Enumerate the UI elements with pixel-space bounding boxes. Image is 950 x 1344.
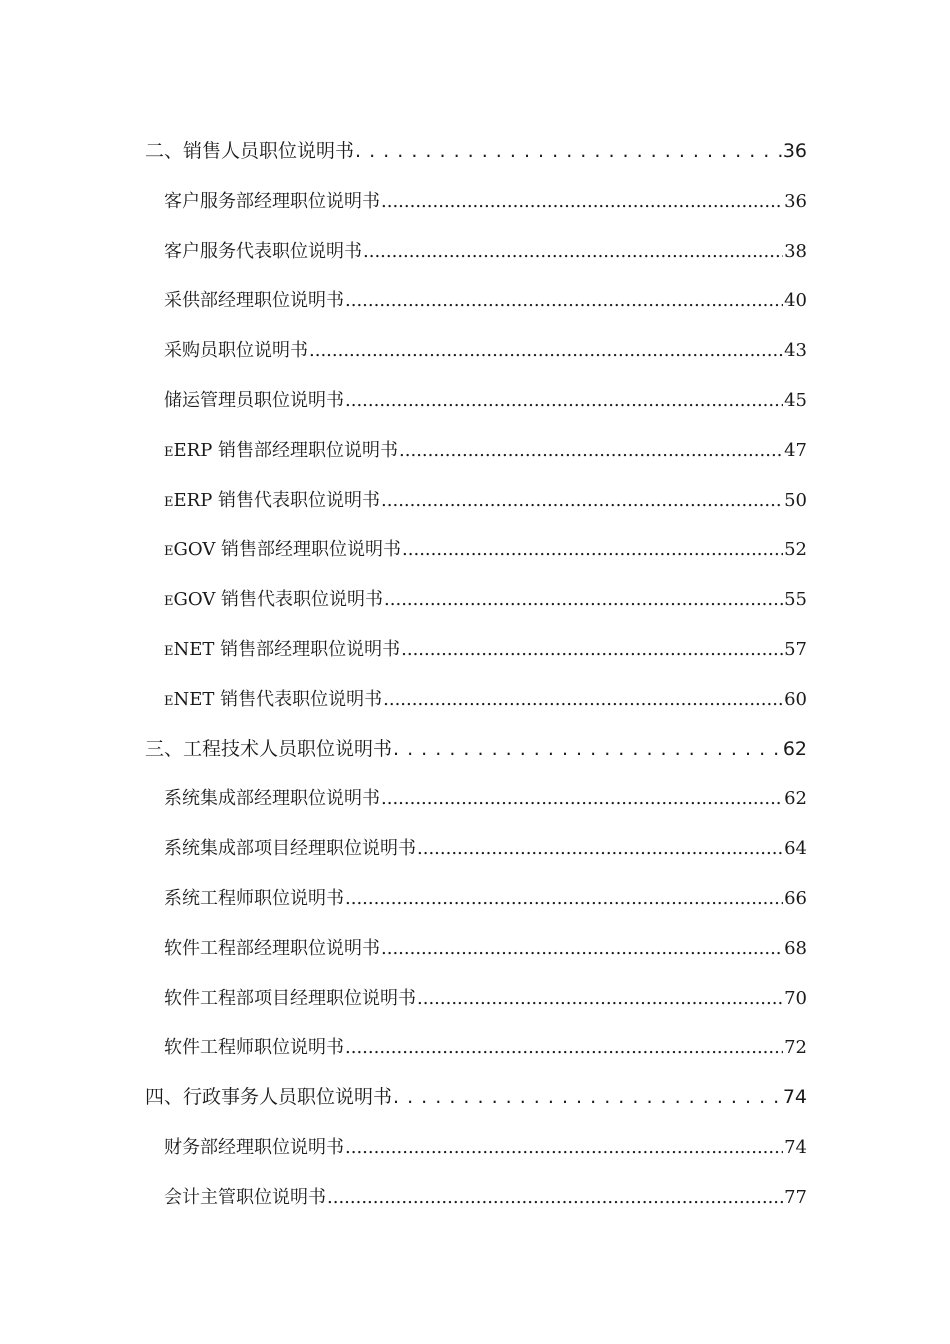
toc-entry-text: 系统工程师职位说明书 [164, 887, 344, 909]
toc-entry-prefix: E [164, 544, 174, 560]
toc-entry-label [145, 1073, 392, 1123]
toc-dot-leader [381, 774, 783, 824]
toc-page-number: 55 [784, 589, 807, 611]
toc-entry[interactable] [145, 525, 807, 575]
toc-dot-leader [309, 326, 783, 376]
toc-entry-prefix: E [164, 494, 174, 510]
toc-entry-prefix: E [164, 444, 174, 460]
toc-dot-leader [381, 177, 783, 227]
toc-page-number: 57 [784, 638, 807, 660]
toc-entry-text: 系统集成部项目经理职位说明书 [164, 838, 416, 860]
toc-page-number: 72 [784, 1037, 807, 1059]
toc-entry-label [164, 625, 400, 675]
toc-dot-leader [381, 476, 783, 526]
toc-dot-leader [401, 625, 783, 675]
toc-dot-leader [345, 276, 783, 326]
toc-entry[interactable] [145, 177, 807, 227]
toc-entry-text: 采供部经理职位说明书 [164, 290, 344, 312]
toc-dot-leader [345, 1023, 783, 1073]
toc-page-number: 74 [784, 1136, 807, 1158]
toc-entry-label [164, 376, 344, 426]
toc-page-number: 45 [784, 389, 807, 411]
toc-section-entry[interactable] [145, 127, 807, 177]
toc-entry[interactable] [145, 625, 807, 675]
toc-dot-leader [345, 376, 783, 426]
toc-entry[interactable] [145, 924, 807, 974]
toc-page-number: 38 [784, 240, 807, 262]
toc-entry-text: ERP 销售代表职位说明书 [173, 489, 381, 511]
toc-entry-prefix: E [164, 594, 174, 610]
toc-entry-text: 软件工程部项目经理职位说明书 [164, 987, 416, 1009]
toc-entry-label [164, 924, 380, 974]
toc-dot-leader [327, 1173, 783, 1223]
toc-section-entry[interactable] [145, 1073, 807, 1123]
toc-page-number: 77 [784, 1186, 807, 1208]
toc-entry-text: ERP 销售部经理职位说明书 [173, 439, 399, 461]
toc-entry-label [164, 824, 416, 874]
toc-page-number: 47 [784, 439, 807, 461]
toc-entry-text: 软件工程部经理职位说明书 [164, 937, 380, 959]
toc-page-number: 66 [784, 887, 807, 909]
toc-entry-label [145, 725, 392, 775]
toc-entry-label [164, 1023, 344, 1073]
toc-entry-label [164, 575, 383, 625]
toc-page-number: 62 [784, 788, 807, 810]
toc-dot-leader [393, 725, 782, 775]
toc-entry-label [164, 426, 398, 476]
toc-page-number: 50 [784, 489, 807, 511]
toc-entry-text: 三、工程技术人员职位说明书 [145, 737, 393, 760]
toc-entry-text: 财务部经理职位说明书 [164, 1136, 344, 1158]
toc-entry[interactable] [145, 276, 807, 326]
toc-page-number: 68 [784, 937, 807, 959]
toc-dot-leader [402, 525, 783, 575]
toc-dot-leader [355, 127, 782, 177]
toc-entry[interactable] [145, 476, 807, 526]
toc-entry[interactable] [145, 1173, 807, 1223]
toc-page-number: 36 [784, 190, 807, 212]
toc-entry-label [164, 525, 401, 575]
toc-entry-text: 会计主管职位说明书 [164, 1186, 326, 1208]
toc-entry-label [164, 276, 344, 326]
toc-entry-label [164, 326, 308, 376]
toc-entry-label [164, 1123, 344, 1173]
table-of-contents [145, 127, 807, 1223]
toc-dot-leader [417, 974, 783, 1024]
toc-entry[interactable] [145, 426, 807, 476]
toc-entry[interactable] [145, 575, 807, 625]
toc-entry-text: 储运管理员职位说明书 [164, 389, 344, 411]
toc-entry[interactable] [145, 874, 807, 924]
toc-entry-text: GOV 销售部经理职位说明书 [173, 539, 402, 561]
toc-entry-text: 客户服务代表职位说明书 [164, 240, 362, 262]
toc-page-number: 43 [784, 340, 807, 362]
toc-entry-label [145, 127, 354, 177]
toc-entry[interactable] [145, 675, 807, 725]
toc-entry-label [164, 874, 344, 924]
toc-entry[interactable] [145, 326, 807, 376]
toc-entry-text: NET 销售代表职位说明书 [173, 688, 383, 710]
toc-page-number: 70 [784, 987, 807, 1009]
toc-entry-label [164, 1173, 326, 1223]
toc-dot-leader [345, 1123, 783, 1173]
toc-page-number: 62 [782, 737, 807, 760]
toc-entry-label [164, 774, 380, 824]
toc-page-number: 40 [784, 290, 807, 312]
toc-entry[interactable] [145, 1023, 807, 1073]
toc-entry-text: 四、行政事务人员职位说明书 [145, 1086, 393, 1109]
toc-entry-text: NET 销售部经理职位说明书 [173, 638, 401, 660]
toc-entry-label [164, 476, 380, 526]
toc-entry-prefix: E [164, 693, 174, 709]
toc-entry-label [164, 227, 362, 277]
toc-entry[interactable] [145, 824, 807, 874]
toc-entry[interactable] [145, 1123, 807, 1173]
toc-dot-leader [381, 924, 783, 974]
toc-entry-text: 客户服务部经理职位说明书 [164, 190, 380, 212]
toc-entry-text: 软件工程师职位说明书 [164, 1037, 344, 1059]
toc-page-number: 64 [784, 838, 807, 860]
toc-dot-leader [383, 675, 783, 725]
toc-entry-text: 系统集成部经理职位说明书 [164, 788, 380, 810]
toc-page-number: 52 [784, 539, 807, 561]
toc-page-number: 60 [784, 688, 807, 710]
toc-page-number: 36 [782, 140, 807, 162]
toc-entry-text: GOV 销售代表职位说明书 [173, 589, 384, 611]
toc-dot-leader [384, 575, 783, 625]
toc-entry[interactable] [145, 376, 807, 426]
toc-entry[interactable] [145, 227, 807, 277]
toc-dot-leader [417, 824, 783, 874]
toc-dot-leader [363, 227, 783, 277]
toc-entry-text: 二、销售人员职位说明书 [145, 140, 355, 162]
toc-dot-leader [399, 426, 783, 476]
toc-page-number: 74 [782, 1086, 807, 1109]
toc-entry-label [164, 675, 382, 725]
toc-dot-leader [345, 874, 783, 924]
toc-entry[interactable] [145, 774, 807, 824]
toc-section-entry[interactable] [145, 725, 807, 775]
toc-entry-label [164, 177, 380, 227]
toc-entry[interactable] [145, 974, 807, 1024]
toc-entry-label [164, 974, 416, 1024]
toc-entry-prefix: E [164, 643, 174, 659]
toc-dot-leader [393, 1073, 782, 1123]
toc-entry-text: 采购员职位说明书 [164, 340, 308, 362]
